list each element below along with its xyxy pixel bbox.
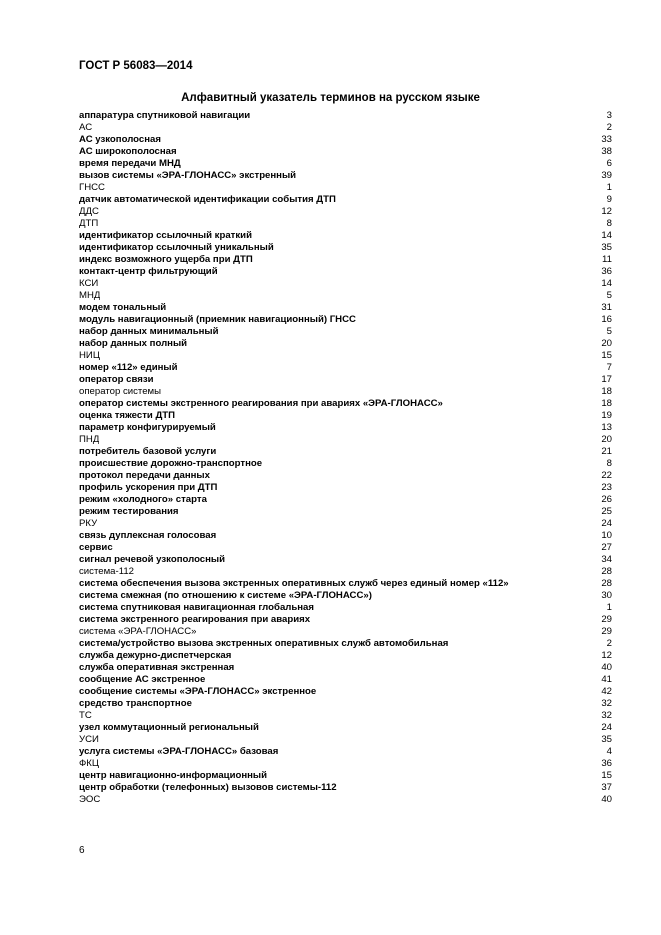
index-entry (79, 386, 612, 398)
index-entry (79, 602, 612, 614)
index-entry (79, 614, 612, 626)
index-term-number: 20 (601, 338, 612, 349)
index-term-number: 20 (601, 434, 612, 445)
index-term: потребитель базовой услуги (79, 446, 217, 457)
index-entry (79, 170, 612, 182)
index-term: оператор связи (79, 374, 154, 385)
index-entry (79, 638, 612, 650)
index-entry (79, 302, 612, 314)
index-term-number: 1 (606, 182, 612, 193)
index-term-number: 6 (606, 158, 612, 169)
index-entry (79, 662, 612, 674)
index-entry (79, 182, 612, 194)
index-term: система обеспечения вызова экстренных оперативных служб через единый номер «112» (79, 578, 509, 589)
index-term: оценка тяжести ДТП (79, 410, 176, 421)
index-entry (79, 122, 612, 134)
index-term: система спутниковая навигационная глобальная (79, 602, 314, 613)
index-entry (79, 530, 612, 542)
index-term: АС широкополосная (79, 146, 177, 157)
index-term-number: 36 (601, 758, 612, 769)
index-term: индекс возможного ущерба при ДТП (79, 254, 253, 265)
index-term: параметр конфигурируемый (79, 422, 216, 433)
index-term-number: 25 (601, 506, 612, 517)
index-entry (79, 230, 612, 242)
index-term: связь дуплексная голосовая (79, 530, 217, 541)
index-term-number: 16 (601, 314, 612, 325)
index-term-number: 32 (601, 710, 612, 721)
index-term: профиль ускорения при ДТП (79, 482, 218, 493)
index-entry (79, 146, 612, 158)
index-term: модуль навигационный (приемник навигационный) ГНСС (79, 314, 356, 325)
index-entry (79, 290, 612, 302)
index-term-number: 2 (606, 638, 612, 649)
index-entry (79, 710, 612, 722)
index-entry (79, 626, 612, 638)
index-entry (79, 794, 612, 806)
index-term-number: 15 (601, 350, 612, 361)
index-entry (79, 110, 612, 122)
index-term: служба оперативная экстренная (79, 662, 235, 673)
index-term: сообщение АС экстренное (79, 674, 206, 685)
index-entry (79, 278, 612, 290)
index-term-number: 34 (601, 554, 612, 565)
index-term: режим «холодного» старта (79, 494, 207, 505)
index-term: идентификатор ссылочный уникальный (79, 242, 274, 253)
index-term: контакт-центр фильтрующий (79, 266, 218, 277)
index-entry (79, 518, 612, 530)
index-entry (79, 254, 612, 266)
index-term: система-112 (79, 566, 134, 577)
index-entry (79, 482, 612, 494)
index-term-number: 32 (601, 698, 612, 709)
index-entry (79, 350, 612, 362)
index-term-number: 42 (601, 686, 612, 697)
index-term: система «ЭРА-ГЛОНАСС» (79, 626, 197, 637)
index-term-number: 23 (601, 482, 612, 493)
index-term: центр обработки (телефонных) вызовов системы-112 (79, 782, 337, 793)
index-term: система смежная (по отношению к системе «ЭРА-ГЛОНАСС») (79, 590, 372, 601)
index-entry (79, 398, 612, 410)
index-term-number: 21 (601, 446, 612, 457)
index-term: ДТП (79, 218, 99, 229)
index-term: режим тестирования (79, 506, 179, 517)
index-term: АС (79, 122, 93, 133)
index-term: система/устройство вызова экстренных оперативных служб автомобильная (79, 638, 449, 649)
index-term-number: 28 (601, 566, 612, 577)
index-entry (79, 422, 612, 434)
index-entry (79, 434, 612, 446)
index-term-number: 1 (606, 602, 612, 613)
index-term: сигнал речевой узкополосный (79, 554, 226, 565)
index-term: центр навигационно-информационный (79, 770, 268, 781)
index-term: аппаратура спутниковой навигации (79, 110, 251, 121)
index-term: модем тональный (79, 302, 167, 313)
index-term-number: 3 (606, 110, 612, 121)
index-entry (79, 314, 612, 326)
index-entry (79, 722, 612, 734)
index-term-number: 12 (601, 650, 612, 661)
index-term: ПНД (79, 434, 100, 445)
index-term: ЭОС (79, 794, 101, 805)
index-term: происшествие дорожно-транспортное (79, 458, 263, 469)
index-term-number: 33 (601, 134, 612, 145)
index-list (79, 110, 612, 806)
index-term: услуга системы «ЭРА-ГЛОНАСС» базовая (79, 746, 279, 757)
index-entry (79, 242, 612, 254)
index-term-number: 12 (601, 206, 612, 217)
index-entry (79, 542, 612, 554)
page-number: 6 (79, 845, 85, 856)
index-term: АС узкополосная (79, 134, 161, 145)
index-term: набор данных минимальный (79, 326, 219, 337)
index-term: КСИ (79, 278, 99, 289)
index-term-number: 10 (601, 530, 612, 541)
index-term-number: 35 (601, 242, 612, 253)
index-term-number: 30 (601, 590, 612, 601)
index-term-number: 13 (601, 422, 612, 433)
index-term-number: 24 (601, 518, 612, 529)
index-term: номер «112» единый (79, 362, 178, 373)
index-term: оператор системы экстренного реагирования при авариях «ЭРА-ГЛОНАСС» (79, 398, 443, 409)
index-term: узел коммутационный региональный (79, 722, 259, 733)
index-term-number: 22 (601, 470, 612, 481)
index-entry (79, 446, 612, 458)
index-term-number: 14 (601, 278, 612, 289)
document-header: ГОСТ Р 56083—2014 (79, 60, 193, 72)
index-entry (79, 782, 612, 794)
index-term: НИЦ (79, 350, 100, 361)
index-term-number: 15 (601, 770, 612, 781)
index-entry (79, 158, 612, 170)
index-entry (79, 650, 612, 662)
index-term-number: 11 (602, 254, 612, 265)
index-entry (79, 494, 612, 506)
index-term-number: 37 (601, 782, 612, 793)
index-entry (79, 758, 612, 770)
index-term-number: 18 (601, 386, 612, 397)
index-term-number: 5 (606, 290, 612, 301)
index-term: ДДС (79, 206, 99, 217)
index-term-number: 40 (601, 794, 612, 805)
index-term-number: 40 (601, 662, 612, 673)
index-term: сервис (79, 542, 113, 553)
index-term-number: 35 (601, 734, 612, 745)
index-entry (79, 458, 612, 470)
index-term-number: 19 (601, 410, 612, 421)
index-entry (79, 674, 612, 686)
index-entry (79, 746, 612, 758)
index-term: служба дежурно-диспетчерская (79, 650, 232, 661)
index-term: время передачи МНД (79, 158, 181, 169)
index-term-number: 24 (601, 722, 612, 733)
index-term: сообщение системы «ЭРА-ГЛОНАСС» экстренное (79, 686, 317, 697)
index-term-number: 8 (606, 458, 612, 469)
index-title: Алфавитный указатель терминов на русском языке (181, 92, 480, 104)
index-entry (79, 206, 612, 218)
index-term: оператор системы (79, 386, 162, 397)
index-entry (79, 734, 612, 746)
index-entry (79, 338, 612, 350)
index-entry (79, 326, 612, 338)
index-entry (79, 362, 612, 374)
index-term-number: 31 (601, 302, 612, 313)
index-term-number: 8 (606, 218, 612, 229)
index-term-number: 28 (601, 578, 612, 589)
index-entry (79, 578, 612, 590)
index-term-number: 17 (601, 374, 612, 385)
index-term-number: 41 (601, 674, 612, 685)
index-term: протокол передачи данных (79, 470, 210, 481)
index-entry (79, 566, 612, 578)
index-entry (79, 470, 612, 482)
index-term-number: 5 (606, 326, 612, 337)
index-term-number: 18 (601, 398, 612, 409)
index-term: система экстренного реагирования при авариях (79, 614, 311, 625)
index-term-number: 9 (606, 194, 612, 205)
index-term: РКУ (79, 518, 98, 529)
index-term-number: 2 (606, 122, 612, 133)
index-term-number: 14 (601, 230, 612, 241)
index-term-number: 4 (606, 746, 612, 757)
index-term-number: 26 (601, 494, 612, 505)
index-term-number: 39 (601, 170, 612, 181)
index-term: ГНСС (79, 182, 105, 193)
index-entry (79, 770, 612, 782)
index-term: вызов системы «ЭРА-ГЛОНАСС» экстренный (79, 170, 297, 181)
index-entry (79, 134, 612, 146)
index-term: УСИ (79, 734, 99, 745)
index-term: МНД (79, 290, 101, 301)
index-entry (79, 590, 612, 602)
index-entry (79, 266, 612, 278)
index-entry (79, 374, 612, 386)
index-term-number: 38 (601, 146, 612, 157)
index-term-number: 29 (601, 626, 612, 637)
index-term-number: 29 (601, 614, 612, 625)
index-entry (79, 698, 612, 710)
index-term: идентификатор ссылочный краткий (79, 230, 252, 241)
index-term: набор данных полный (79, 338, 188, 349)
index-entry (79, 686, 612, 698)
index-entry (79, 554, 612, 566)
index-term: средство транспортное (79, 698, 192, 709)
index-entry (79, 194, 612, 206)
index-term-number: 36 (601, 266, 612, 277)
index-entry (79, 410, 612, 422)
index-term-number: 7 (606, 362, 612, 373)
index-term: датчик автоматической идентификации события ДТП (79, 194, 336, 205)
index-term: ТС (79, 710, 92, 721)
index-term: ФКЦ (79, 758, 99, 769)
index-entry (79, 506, 612, 518)
index-entry (79, 218, 612, 230)
index-term-number: 27 (601, 542, 612, 553)
